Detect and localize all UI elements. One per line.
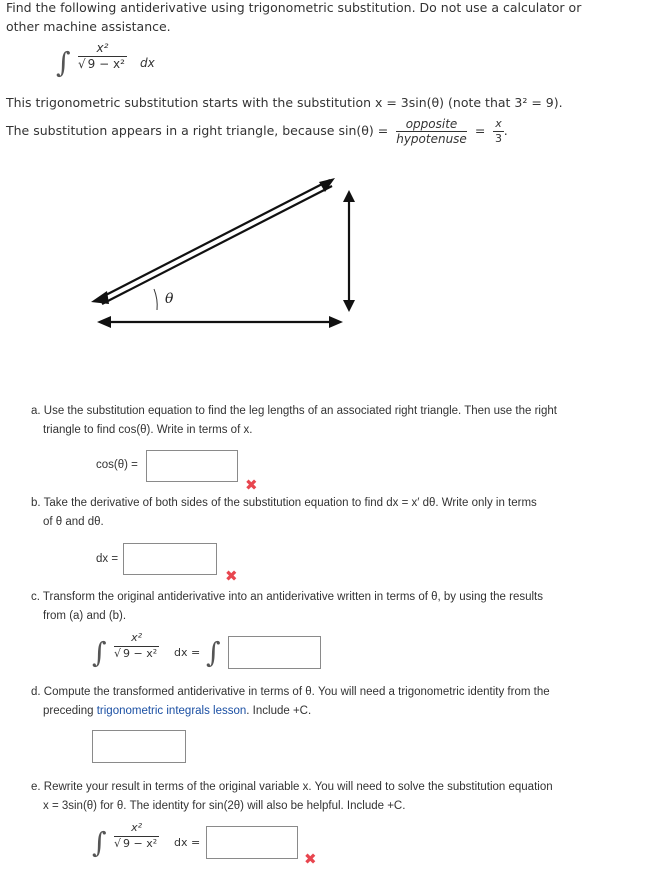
integral-sign-c-left: ∫	[92, 636, 107, 669]
part-e-equation	[92, 822, 212, 866]
part-a-line-1: a. Use the substitution equation to find the leg lengths of an associated right triangle. Then use the right	[31, 405, 557, 417]
dx-input[interactable]	[123, 543, 217, 575]
part-c-line-2: from (a) and (b).	[43, 610, 127, 622]
frac-hypotenuse: hypotenuse	[396, 132, 467, 146]
integral-sign: ∫	[56, 46, 71, 79]
part-a-line-2: triangle to find cos(θ). Write in terms of x.	[43, 424, 253, 436]
integrand-numerator-c: x²	[114, 632, 159, 647]
incorrect-mark-b: ✖	[225, 567, 238, 585]
part-d-line-2-start: preceding	[43, 705, 97, 717]
integrand-dx: dx	[140, 56, 155, 70]
c-dx-equals: dx =	[174, 646, 201, 659]
hypotenuse-line-outer	[100, 180, 330, 298]
part-c-line-1: c. Transform the original antiderivative into an antiderivative written in terms of θ, by using the results	[31, 591, 543, 603]
frac-opposite: opposite	[396, 118, 467, 132]
integrand-fraction-c	[114, 632, 159, 660]
triangle-explanation-prefix: The substitution appears in a right triangle, because sin(θ) =	[6, 123, 389, 138]
integral-sign-c-right: ∫	[206, 636, 221, 669]
hypotenuse-arrow-end	[319, 178, 335, 192]
e-dx-equals: dx =	[174, 836, 201, 849]
substitution-text: This trigonometric substitution starts with the substitution x = 3sin(θ) (note that 3² = 9).	[6, 95, 563, 110]
integrand-radical-e: 9 − x²	[123, 837, 158, 850]
part-e-line-2: x = 3sin(θ) for θ. The identity for sin(2θ) will also be helpful. Include +C.	[43, 800, 406, 812]
trigonometric-integrals-lesson-link[interactable]: trigonometric integrals lesson	[96, 705, 247, 717]
frac-3: 3	[495, 132, 503, 145]
integrand-numerator: x²	[78, 42, 127, 57]
vertical-arrow-bottom	[343, 300, 355, 312]
hypotenuse-line-inner	[102, 186, 332, 304]
part-b-line-2: of θ and dθ.	[43, 516, 104, 528]
cos-theta-label: cos(θ) =	[96, 459, 138, 471]
hypotenuse-arrow-start	[91, 291, 109, 304]
part-e-line-1: e. Rewrite your result in terms of the original variable x. You will need to solve the substitution equation	[31, 781, 553, 793]
sqrt-sign-c: √	[114, 647, 122, 660]
x-over-3	[493, 118, 504, 145]
transformed-integrand-input[interactable]	[228, 636, 321, 669]
integrand-fraction-e	[114, 822, 159, 850]
dx-label: dx =	[96, 553, 119, 565]
part-d-line-2-end: . Include +C.	[246, 705, 312, 717]
right-triangle-diagram	[85, 170, 370, 340]
instructions-line-2: other machine assistance.	[6, 19, 171, 34]
sqrt-sign: √	[78, 57, 86, 71]
theta-antiderivative-input[interactable]	[92, 730, 186, 763]
integrand-radical-c: 9 − x²	[123, 647, 158, 660]
incorrect-mark-e: ✖	[304, 850, 317, 868]
base-arrow-left	[97, 316, 111, 328]
sqrt-sign-e: √	[114, 837, 122, 850]
incorrect-mark-a: ✖	[245, 476, 258, 494]
integrand-radical: 9 − x²	[87, 57, 125, 71]
base-arrow-right	[329, 316, 343, 328]
frac-equals: =	[474, 123, 486, 138]
integrand-numerator-e: x²	[114, 822, 159, 837]
integrand-fraction	[78, 42, 127, 70]
x-antiderivative-input[interactable]	[206, 826, 298, 859]
vertical-arrow-top	[343, 190, 355, 202]
frac-x: x	[495, 117, 502, 130]
sentence-period: .	[503, 123, 508, 138]
cos-theta-input[interactable]	[146, 450, 238, 482]
part-d-line-1: d. Compute the transformed antiderivative in terms of θ. You will need a trigonometric identity from the	[31, 686, 550, 698]
angle-arc	[154, 289, 157, 310]
part-d-line-2	[43, 702, 311, 721]
part-b-line-1: b. Take the derivative of both sides of the substitution equation to find dx = x′ dθ. Write only in terms	[31, 497, 537, 509]
instructions-line-1: Find the following antiderivative using trigonometric substitution. Do not use a calculator or	[6, 0, 582, 15]
triangle-explanation	[6, 118, 508, 145]
opposite-over-hypotenuse	[396, 118, 467, 145]
integral-sign-e: ∫	[92, 826, 107, 859]
theta-label: θ	[165, 291, 174, 307]
